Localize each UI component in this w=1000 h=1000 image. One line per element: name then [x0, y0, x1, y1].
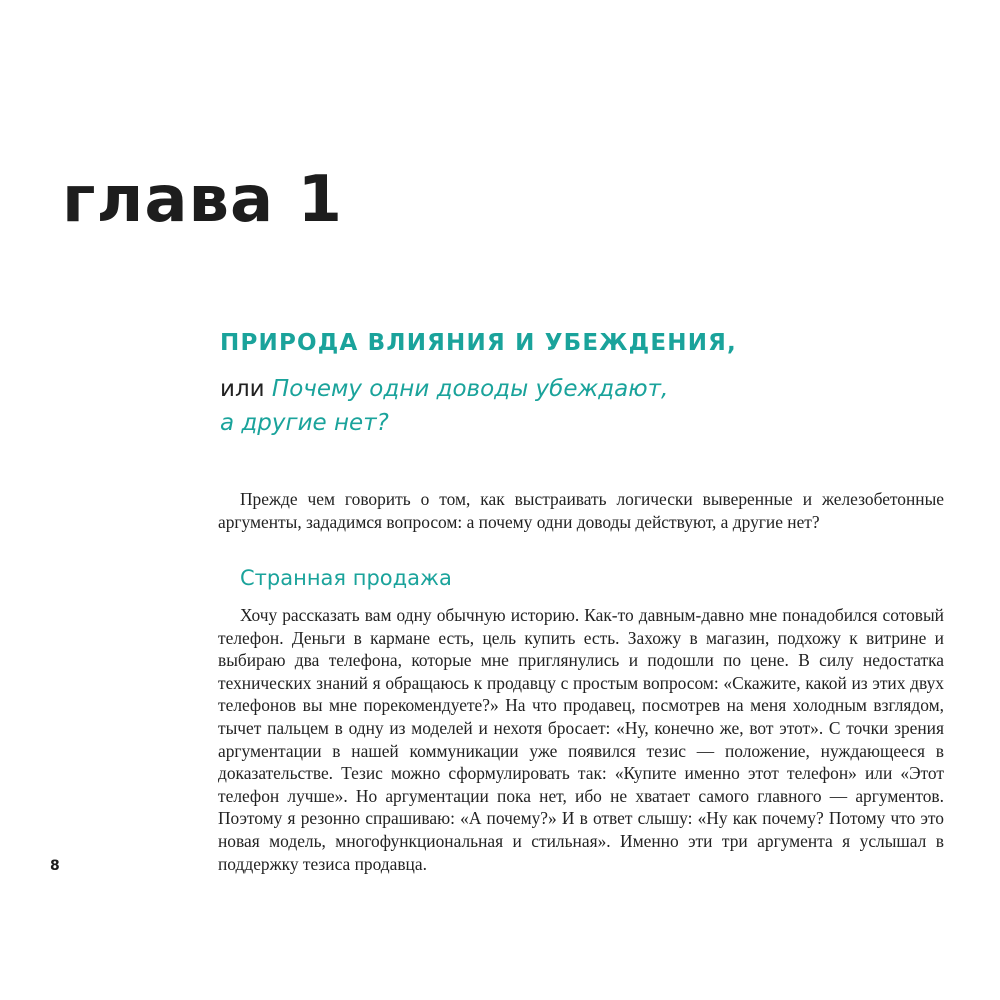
section-title: ПРИРОДА ВЛИЯНИЯ И УБЕЖДЕНИЯ, — [220, 330, 737, 356]
chapter-heading: глава 1 — [62, 163, 343, 237]
page-number: 8 — [50, 858, 60, 874]
alt-title-line-2 — [220, 406, 668, 440]
or-word: или — [220, 376, 265, 402]
alt-title-line-1 — [220, 372, 668, 406]
section-alt-title — [220, 372, 668, 440]
subsection-title: Странная продажа — [240, 566, 452, 590]
story-paragraph: Хочу рассказать вам одну обычную историю. Как-то давным-давно мне понадобился сотовый телефон. Деньги в кармане есть, цель купить есть. Захожу в магазин, подхожу к витрине и выбираю два телефона, которые мне приглянулись и подошли по цене. В силу недостатка технических знаний я обращаюсь к продавцу с простым вопросом: «Скажите, какой из этих двух телефонов вы мне порекомендуете?» На что продавец, посмотрев на меня холодным взглядом, тычет пальцем в одну из моделей и нехотя бросает: «Ну, конечно же, вот этот». С точки зрения аргументации в нашей коммуникации уже появился тезис — положение, нуждающееся в доказательстве. Тезис можно сформулировать так: «Купите именно этот телефон» или «Этот телефон лучше». Но аргументации пока нет, ибо не хватает самого главного — аргументов. Поэтому я резонно спрашиваю: «А почему?» И в ответ слышу: «Ну как почему? Потому что это новая модель, многофункциональная и стильная». Именно эти три аргумента я услышал в поддержку тезиса продавца. — [218, 605, 944, 874]
intro-paragraph: Прежде чем говорить о том, как выстраивать логически выверенные и железобетонные аргументы, зададимся вопросом: а почему одни доводы действуют, а другие нет? — [218, 489, 944, 532]
alt-title-line-1-text: Почему одни доводы убеждают, — [271, 376, 669, 402]
alt-title-line-2-text: а другие нет? — [220, 410, 389, 436]
